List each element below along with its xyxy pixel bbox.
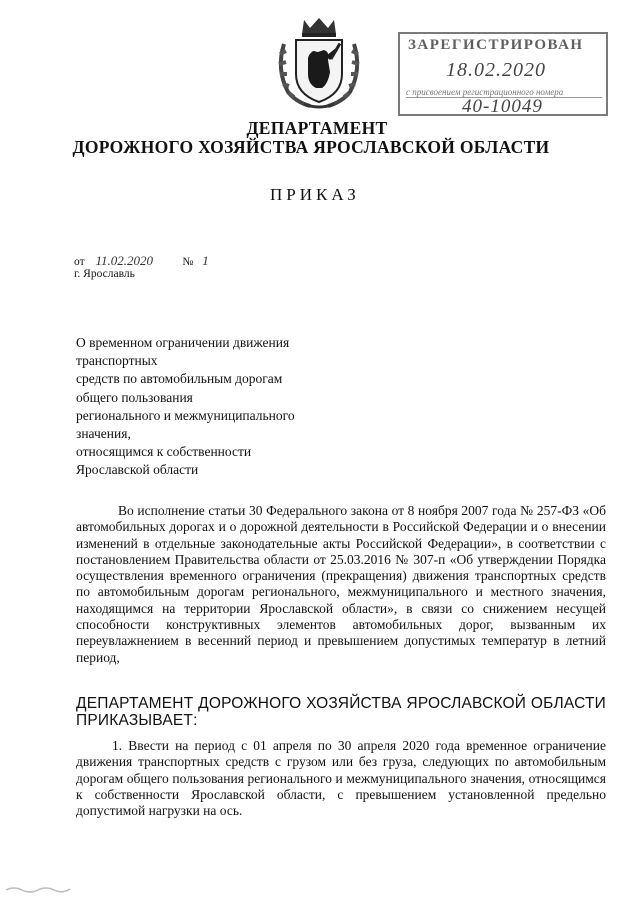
date-label: от [74,256,85,268]
stamp-date: 18.02.2020 [446,59,546,81]
date-value: 11.02.2020 [95,253,154,268]
stamp-title: ЗАРЕГИСТРИРОВАН [408,37,584,53]
decree-heading: ДЕПАРТАМЕНТ ДОРОЖНОГО ХОЗЯЙСТВА ЯРОСЛАВСКОЙ ОБЛАСТИ ПРИКАЗЫВАЕТ: [76,695,606,729]
city-label: г. Ярославль [74,268,135,280]
department-title-line1: ДЕПАРТАМЕНТ [246,118,388,138]
subject-line: регионального и межмуниципального [76,407,295,423]
date-number-row [74,253,209,269]
number-label: № [182,256,194,268]
stamp-number: 40-10049 [462,96,543,117]
order-title: ПРИКАЗ [270,185,360,204]
subject-line: общего пользования [76,389,193,405]
number-value: 1 [202,253,209,268]
order-subject [76,334,376,480]
scan-smudge [4,884,74,894]
clause-1-paragraph [76,738,606,819]
registration-stamp [398,32,608,116]
preamble-paragraph [76,503,606,666]
subject-line: значения, [76,426,131,442]
clause-1-text: 1. Ввести на период с 01 апреля по 30 апреля 2020 года временное ограничение движения транспортных средств с грузом или без груза, следующих по автомобильным дорогам общего пользования регионального и межмуниципального значения, относящимся к собственности Ярославской области, с превышением установленной предельно допустимой нагрузки на ось. [76,738,606,819]
subject-line: транспортных [76,353,158,369]
stamp-note: с присвоением регистрационного номера [406,87,602,98]
subject-line: относящимся к собственности [76,444,252,460]
department-title-line2: ДОРОЖНОГО ХОЗЯЙСТВА ЯРОСЛАВСКОЙ ОБЛАСТИ [72,137,550,157]
subject-line: О временном ограничении движения [76,335,290,350]
preamble-text: Во исполнение статьи 30 Федерального закона от 8 ноября 2007 года № 257-ФЗ «Об автомобильных дорогах и о дорожной деятельности в Российской Федерации и о внесении изменений в отдельные законодательные акты Российской Федерации», в соответствии с постановлением Правительства области от 25.03.2016 № 307-п «Об утверждении Порядка осуществления временного ограничения (прекращения) движения транспортных средств по автомобильным дорогам регионального, межмуниципального и местного значения, находящимся на территории Ярославской области», в связи со снижением несущей способности конструктивных элементов автомобильных дорог, вызванным их переувлажнением в весенний период и превышением допустимых температур в летний период, [76,503,606,665]
subject-line: Ярославской области [76,462,199,478]
coat-of-arms-icon [270,14,368,112]
subject-line: средств по автомобильным дорогам [76,371,283,387]
